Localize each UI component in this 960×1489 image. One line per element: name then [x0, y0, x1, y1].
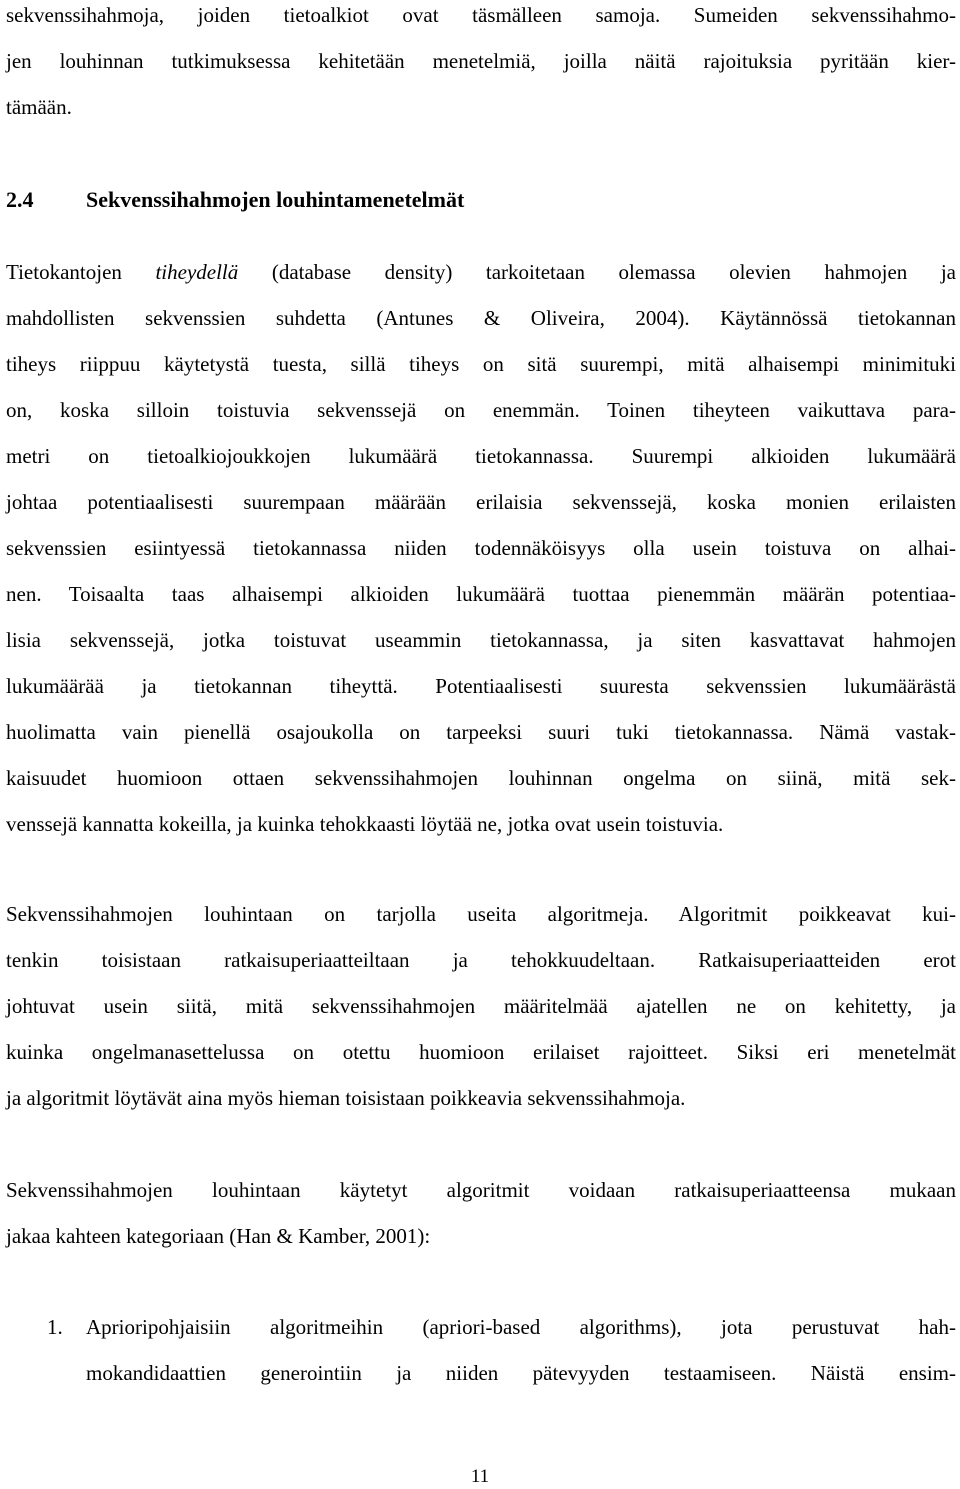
text-line: Sekvenssihahmojen louhintaan on tarjolla useita algoritmeja. Algoritmit poikkeavat kui- [6, 902, 956, 926]
text-line: jakaa kahteen kategoriaan (Han & Kamber, 2001): [6, 1224, 431, 1248]
text-line: on, koska silloin toistuvia sekvenssejä on enemmän. Toinen tiheyteen vaikuttava para- [6, 398, 956, 422]
text-run: (database density) tarkoitetaan olemassa olevien hahmojen ja [238, 260, 956, 284]
section-title: Sekvenssihahmojen louhintamenetelmät [86, 187, 465, 212]
text-line: metri on tietoalkiojoukkojen lukumäärä tietokannassa. Suurempi alkioiden lukumäärä [6, 444, 956, 468]
text-line: lukumäärää ja tietokannan tiheyttä. Potentiaalisesti suuresta sekvenssien lukumäärästä [6, 674, 956, 698]
text-line: mokandidaattien generointiin ja niiden pätevyyden testaamiseen. Näistä ensim- [86, 1361, 956, 1385]
section-heading [6, 185, 956, 215]
page-number: 11 [470, 1466, 490, 1487]
text-line [6, 257, 956, 287]
text-run: Tietokantojen [6, 260, 156, 284]
text-line: nen. Toisaalta taas alhaisempi alkioiden lukumäärä tuottaa pienemmän määrän potentiaa- [6, 582, 956, 606]
text-line: kaisuudet huomioon ottaen sekvenssihahmojen louhinnan ongelma on siinä, mitä sek- [6, 766, 956, 790]
text-line: Aprioripohjaisiin algoritmeihin (apriori-based algorithms), jota perustuvat hah- [86, 1315, 956, 1339]
text-line: kuinka ongelmanasettelussa on otettu huomioon erilaiset rajoitteet. Siksi eri menetelmät [6, 1040, 956, 1064]
emphasized-term: tiheydellä [155, 260, 239, 284]
text-line: johtaa potentiaalisesti suurempaan määrään erilaisia sekvenssejä, koska monien erilaisten [6, 490, 956, 514]
text-line: sekvenssien esiintyessä tietokannassa niiden todennäköisyys olla usein toistuva on alhai- [6, 536, 956, 560]
text-line: huolimatta vain pienellä osajoukolla on tarpeeksi suuri tuki tietokannassa. Nämä vastak- [6, 720, 956, 744]
text-line: jen louhinnan tutkimuksessa kehitetään menetelmiä, joilla näitä rajoituksia pyritään kier- [6, 49, 956, 73]
text-line: tiheys riippuu käytetystä tuesta, sillä tiheys on sitä suurempi, mitä alhaisempi minimituki [6, 352, 956, 376]
text-line: lisia sekvenssejä, jotka toistuvat useammin tietokannassa, ja siten kasvattavat hahmojen [6, 628, 956, 652]
text-line: venssejä kannatta kokeilla, ja kuinka tehokkaasti löytää ne, jotka ovat usein toistuvia. [6, 812, 724, 836]
text-line: mahdollisten sekvenssien suhdetta (Antunes & Oliveira, 2004). Käytännössä tietokannan [6, 306, 956, 330]
text-line: tämään. [6, 95, 72, 119]
list-marker: 1. [47, 1315, 63, 1339]
section-number: 2.4 [6, 187, 34, 212]
text-line: sekvenssihahmoja, joiden tietoalkiot ovat täsmälleen samoja. Sumeiden sekvenssihahmo- [6, 3, 956, 27]
text-line: Sekvenssihahmojen louhintaan käytetyt algoritmit voidaan ratkaisuperiaatteensa mukaan [6, 1178, 956, 1202]
text-line: tenkin toisistaan ratkaisuperiaatteiltaan ja tehokkuudeltaan. Ratkaisuperiaatteiden erot [6, 948, 956, 972]
text-line: johtuvat usein siitä, mitä sekvenssihahmojen määritelmää ajatellen ne on kehitetty, ja [6, 994, 956, 1018]
text-line: ja algoritmit löytävät aina myös hieman toisistaan poikkeavia sekvenssihahmoja. [6, 1086, 686, 1110]
